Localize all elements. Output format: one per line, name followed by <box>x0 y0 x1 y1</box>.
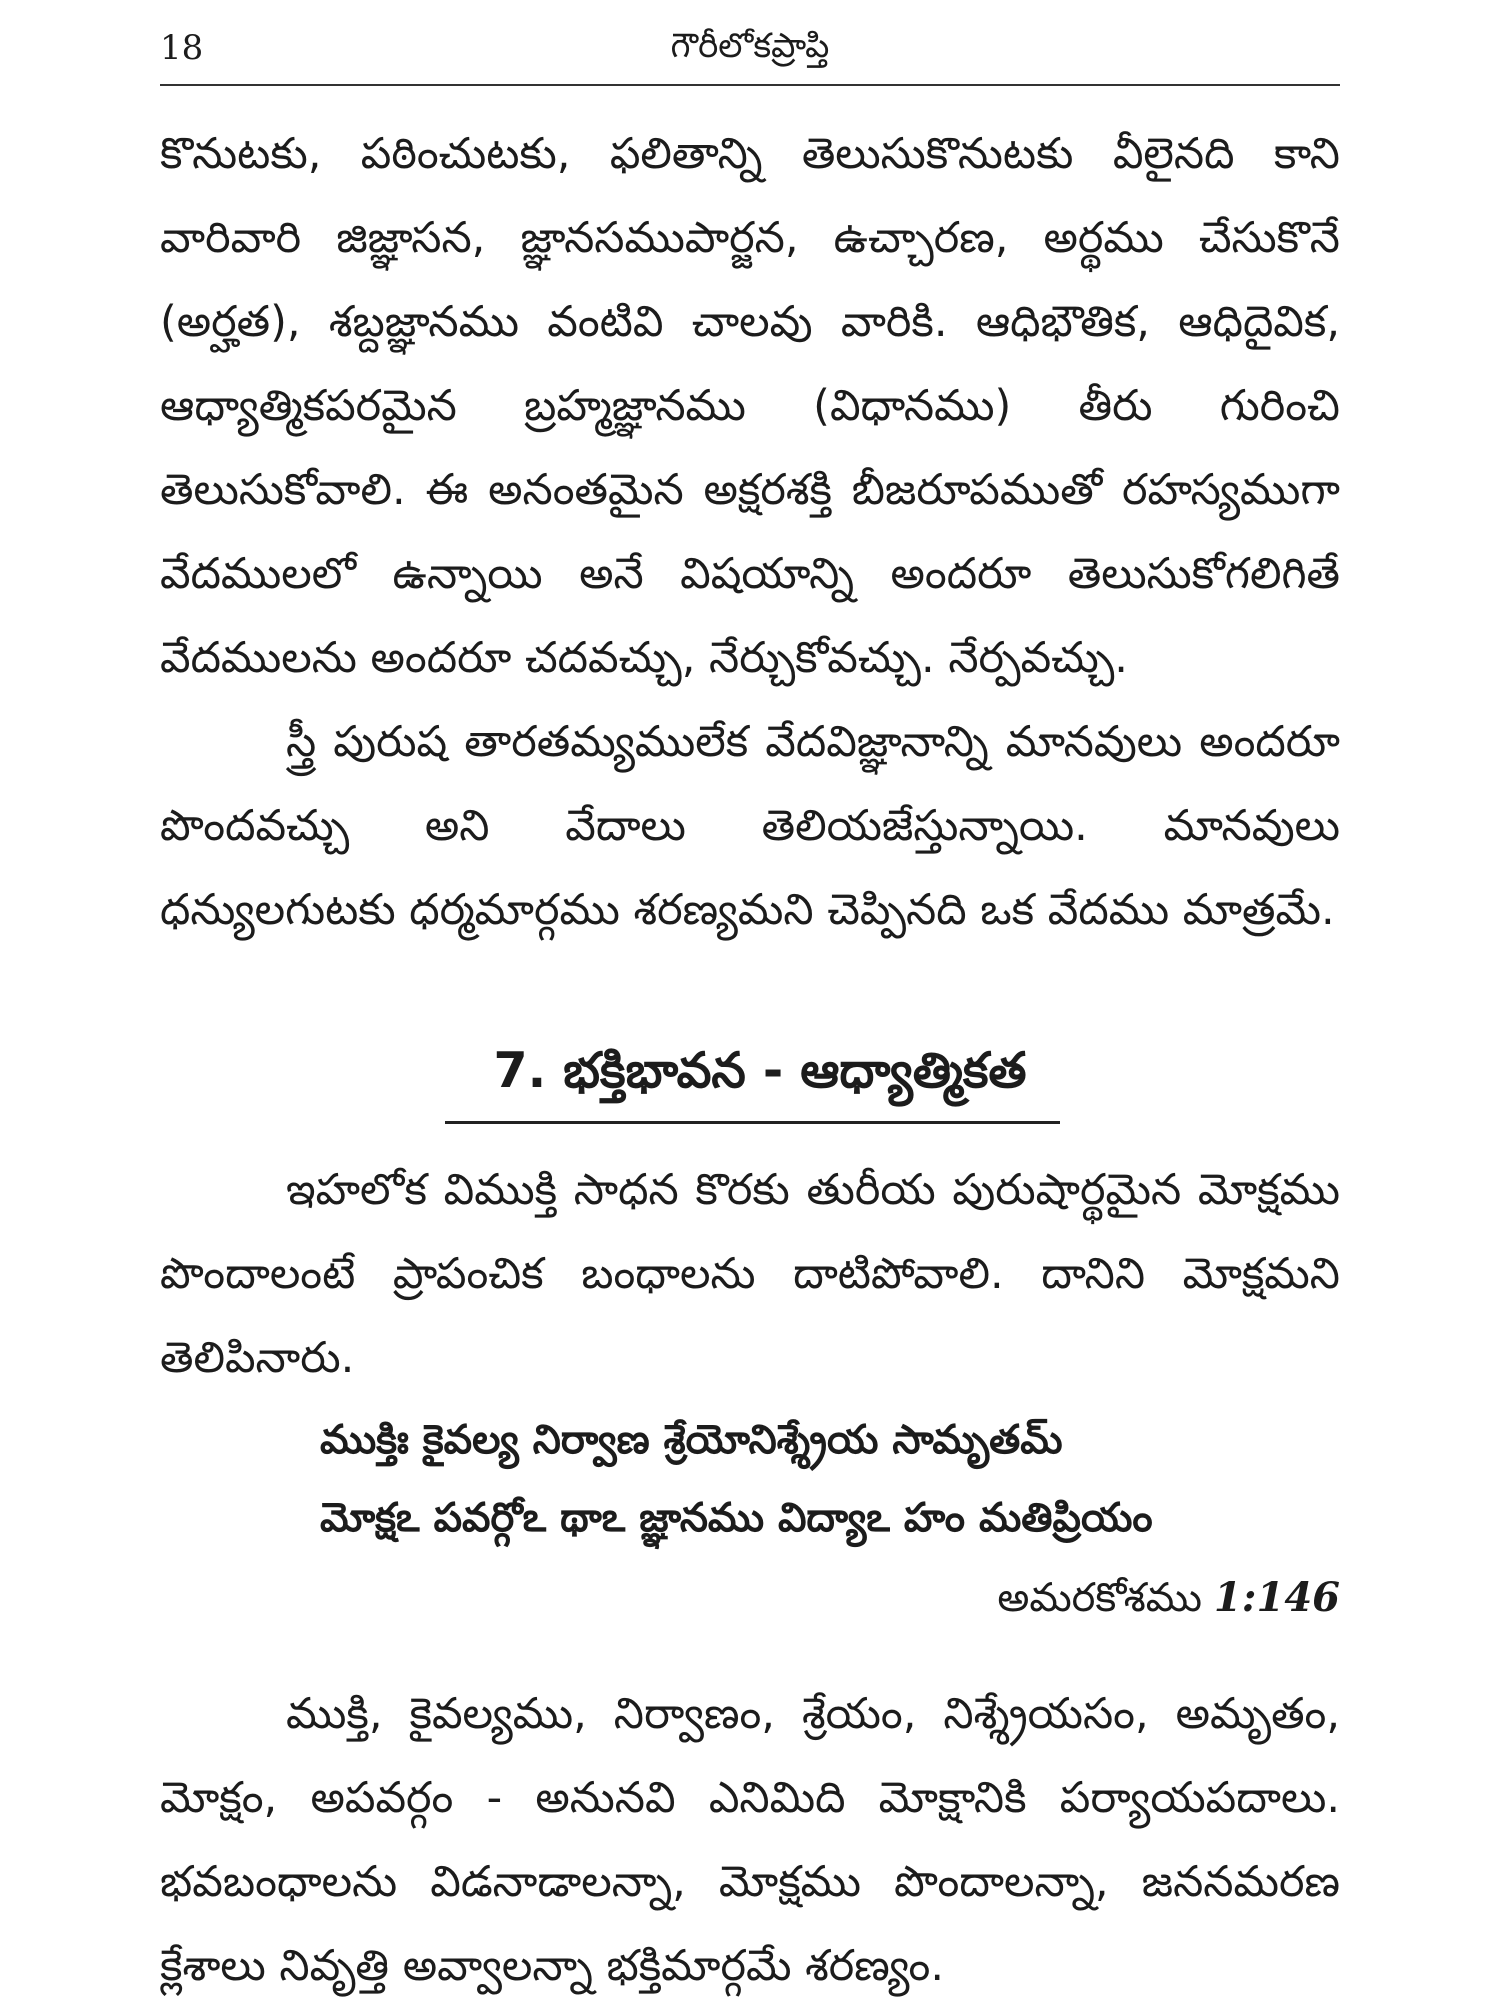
paragraph-2: స్త్రీ పురుష తారతమ్యములేక వేదవిజ్ఞానాన్ని మానవులు అందరూ పొందవచ్చు అని వేదాలు తెలియజేస్తున్నాయి. మానవులు ధన్యులగుటకు ధర్మమార్గము శరణ్యమని చెప్పినది ఒక వేదము మాత్రమే. <box>160 717 1340 935</box>
verse-reference: 1:146 <box>1213 1574 1340 1621</box>
section-heading-underline <box>445 1121 1060 1124</box>
running-header <box>160 24 1340 84</box>
verse-citation <box>997 1566 1340 1630</box>
verse-line-1: ముక్తిః కైవల్య నిర్వాణ శ్రేయోనిశ్శ్రేయ సామృతమ్ <box>320 1417 1063 1463</box>
book-page <box>160 0 1340 2000</box>
page-number: 18 <box>160 28 204 68</box>
paragraph-3: ఇహలోక విముక్తి సాధన కొరకు తురీయ పురుషార్థమైన మోక్షము పొందాలంటే ప్రాపంచిక బంధాలను దాటిపోవాలి. దానిని మోక్షమని తెలిపినారు. <box>160 1165 1340 1383</box>
header-rule <box>160 84 1340 86</box>
paragraph-1: కొనుటకు, పఠించుటకు, ఫలితాన్ని తెలుసుకొనుటకు వీలైనది కాని వారివారి జిజ్ఞాసన, జ్ఞానసముపార్జన, ఉచ్చారణ, అర్థము చేసుకొనే (అర్హత), శబ్దజ్ఞానము వంటివి చాలవు వారికి. ఆధిభౌతిక, ఆధిదైవిక, ఆధ్యాత్మికపరమైన బ్రహ్మజ్ఞానము (విధానము) తీరు గురించి తెలుసుకోవాలి. ఈ అనంతమైన అక్షరశక్తి బీజరూపముతో రహస్యముగా వేదములలో ఉన్నాయి అనే విషయాన్ని అందరూ తెలుసుకోగలిగితే వేదములను అందరూ చదవచ్చు, నేర్చుకోవచ్చు. నేర్పవచ్చు. <box>160 129 1340 683</box>
running-title: గౌరీలోకప్రాప్తి <box>670 26 830 66</box>
section-heading: 7. భక్తిభావన - ఆధ్యాత్మికత <box>493 1042 1027 1099</box>
paragraph-4: ముక్తి, కైవల్యము, నిర్వాణం, శ్రేయం, నిశ్శ్రేయసం, అమృతం, మోక్షం, అపవర్గం - అనునవి ఎనిమిది మోక్షానికి పర్యాయపదాలు. భవబంధాలను విడనాడాలన్నా, మోక్షము పొందాలన్నా, జననమరణ క్లేశాలు నివృత్తి అవ్వాలన్నా భక్తిమార్గమే శరణ్యం. <box>160 1689 1340 1991</box>
verse-source-name: అమరకోశము <box>997 1575 1202 1621</box>
verse-line-2: మోక్షఽ పవర్గోఽ థాఽ జ్ఞానము విద్యాఽ హం మతిప్రియం <box>320 1495 1153 1541</box>
